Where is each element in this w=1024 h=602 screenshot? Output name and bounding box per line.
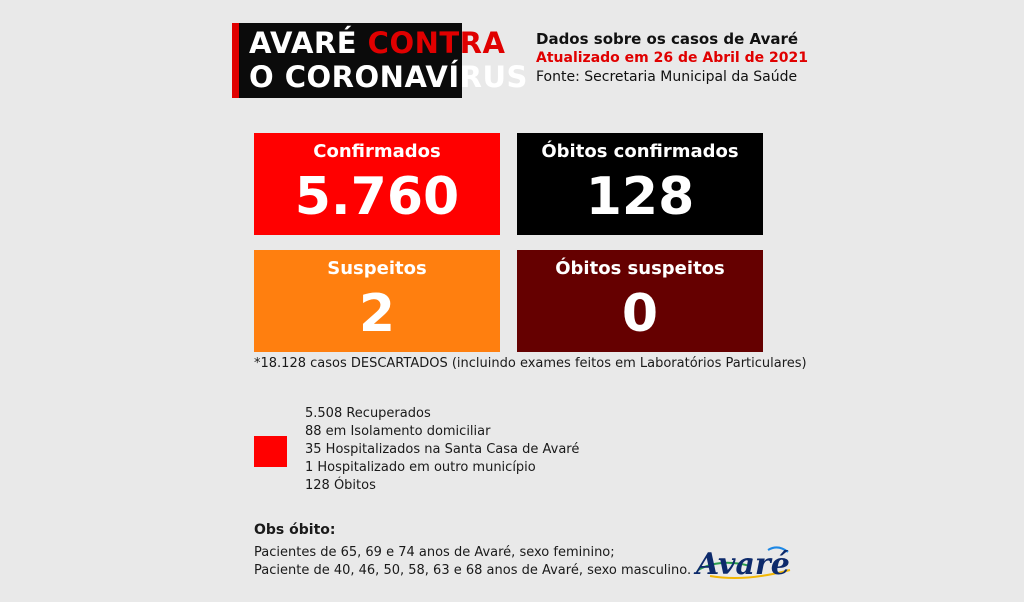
header-info <box>536 30 808 87</box>
card-label: Óbitos confirmados <box>541 141 739 162</box>
card-value: 2 <box>358 284 396 344</box>
card-value: 0 <box>621 284 659 344</box>
list-item: 128 Óbitos <box>305 478 376 493</box>
card-label: Confirmados <box>313 141 441 162</box>
header-heading: Dados sobre os casos de Avaré <box>536 30 799 48</box>
card-confirmados <box>254 133 500 235</box>
card-label: Suspeitos <box>327 258 427 279</box>
city-logo-icon <box>690 540 800 586</box>
updated-date: Atualizado em 26 de Abril de 2021 <box>536 50 808 66</box>
title-banner <box>232 23 528 98</box>
obs-title: Obs óbito: <box>254 522 336 538</box>
list-item: 88 em Isolamento domiciliar <box>305 424 491 439</box>
city-logo <box>690 540 800 586</box>
obs-line: Paciente de 40, 46, 50, 58, 63 e 68 anos de Avaré, sexo masculino. <box>254 563 692 578</box>
card-obitos-confirmados <box>517 133 763 235</box>
title-accent: CONTRA <box>367 26 506 60</box>
list-item: 35 Hospitalizados na Santa Casa de Avaré <box>305 442 580 457</box>
title-prefix: AVARÉ <box>249 26 358 60</box>
card-suspeitos <box>254 250 500 352</box>
status-list <box>305 405 579 495</box>
card-value: 128 <box>585 167 695 227</box>
list-item: 1 Hospitalizado em outro município <box>305 460 536 475</box>
card-label: Óbitos suspeitos <box>555 258 725 279</box>
title-line-2: O CORONAVÍRUS <box>249 60 528 94</box>
obs-line: Pacientes de 65, 69 e 74 anos de Avaré, sexo feminino; <box>254 545 615 560</box>
list-item: 5.508 Recuperados <box>305 406 431 421</box>
data-source: Fonte: Secretaria Municipal da Saúde <box>536 69 798 85</box>
card-value: 5.760 <box>294 167 460 227</box>
card-obitos-suspeitos <box>517 250 763 352</box>
discarded-note: *18.128 casos DESCARTADOS (incluindo exames feitos em Laboratórios Particulares) <box>254 356 807 371</box>
logo-text: Avaré <box>696 547 790 582</box>
obs-lines <box>254 544 691 580</box>
status-swatch <box>254 436 287 467</box>
title-line-1 <box>249 27 505 59</box>
